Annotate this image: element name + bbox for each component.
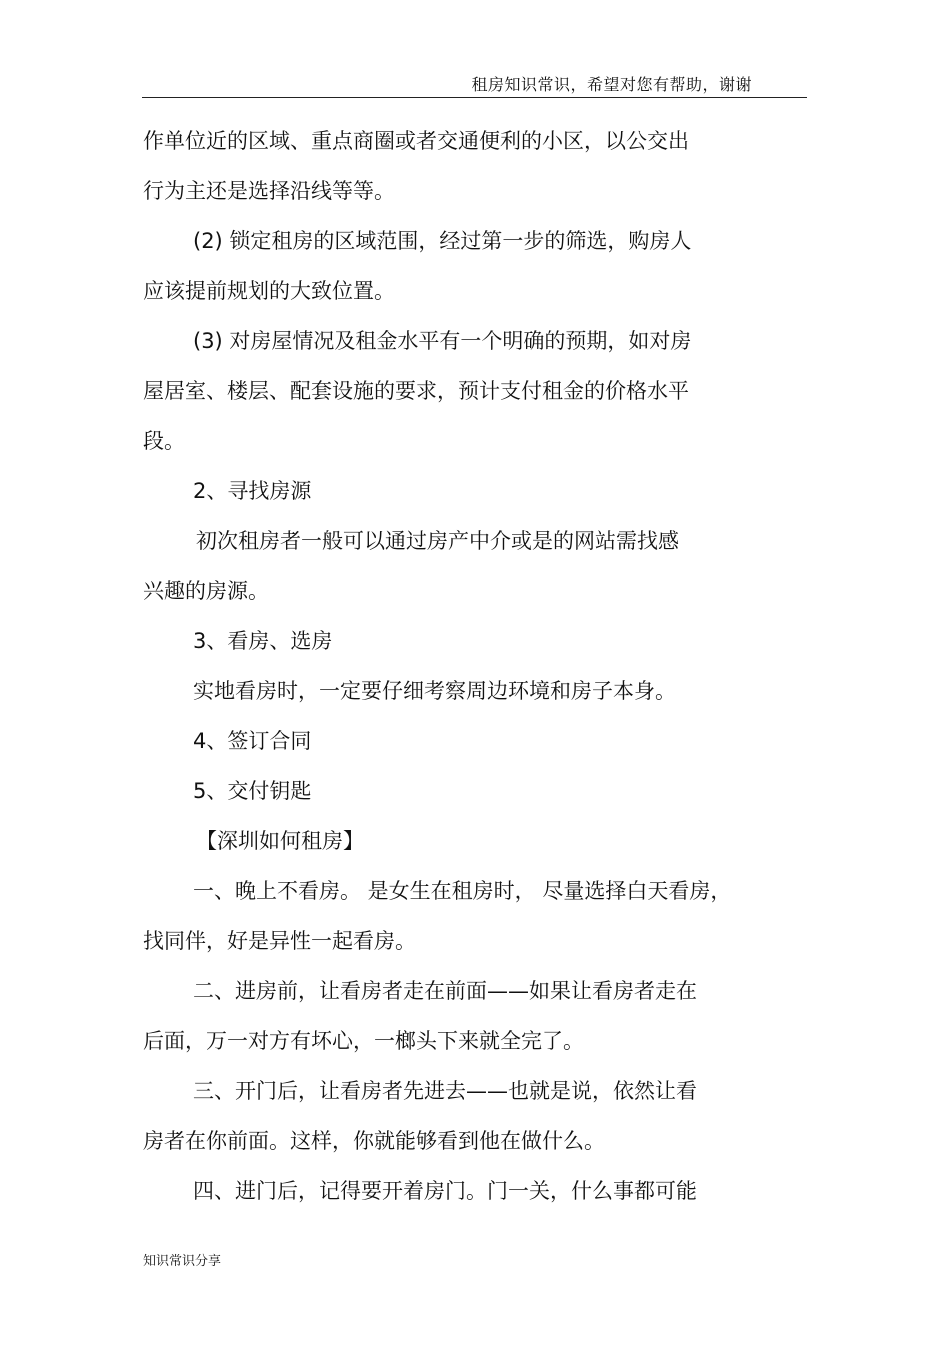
text-line: 三、开门后，让看房者先进去——也就是说，依然让看 <box>193 1079 697 1103</box>
section-heading: 2、寻找房源 <box>193 479 312 503</box>
text-line: 行为主还是选择沿线等等。 <box>143 179 395 203</box>
text-line: 一、晚上不看房。 是女生在租房时， 尽量选择白天看房， <box>193 879 732 903</box>
text-line: (3) 对房屋情况及租金水平有一个明确的预期，如对房 <box>193 329 692 353</box>
section-heading: 3、看房、选房 <box>193 629 333 653</box>
text-line: 后面，万一对方有坏心，一榔头下来就全完了。 <box>143 1029 584 1053</box>
text-line: 兴趣的房源。 <box>143 579 269 603</box>
text-line: 房者在你前面。这样，你就能够看到他在做什么。 <box>143 1129 605 1153</box>
text-line: 段。 <box>143 429 185 453</box>
text-line: 二、进房前，让看房者走在前面——如果让看房者走在 <box>193 979 697 1003</box>
text-line: 应该提前规划的大致位置。 <box>143 279 395 303</box>
text-line: 作单位近的区域、重点商圈或者交通便利的小区，以公交出 <box>143 129 689 153</box>
text-line: 四、进门后，记得要开着房门。门一关，什么事都可能 <box>193 1179 697 1203</box>
page-footer-text: 知识常识分享 <box>143 1254 222 1269</box>
section-heading: 5、交付钥匙 <box>193 779 312 803</box>
text-line: 找同伴，好是异性一起看房。 <box>143 929 416 953</box>
header-divider <box>142 97 807 98</box>
text-line: 屋居室、楼层、配套设施的要求，预计支付租金的价格水平 <box>143 379 689 403</box>
section-heading: 4、签订合同 <box>193 729 312 753</box>
section-heading: 【深圳如何租房】 <box>196 829 364 853</box>
text-line: (2) 锁定租房的区域范围，经过第一步的筛选，购房人 <box>193 229 692 253</box>
page-header-title: 租房知识常识，希望对您有帮助，谢谢 <box>471 75 752 94</box>
text-line: 实地看房时，一定要仔细考察周边环境和房子本身。 <box>193 679 676 703</box>
text-line: 初次租房者一般可以通过房产中介或是的网站需找感 <box>196 529 679 553</box>
